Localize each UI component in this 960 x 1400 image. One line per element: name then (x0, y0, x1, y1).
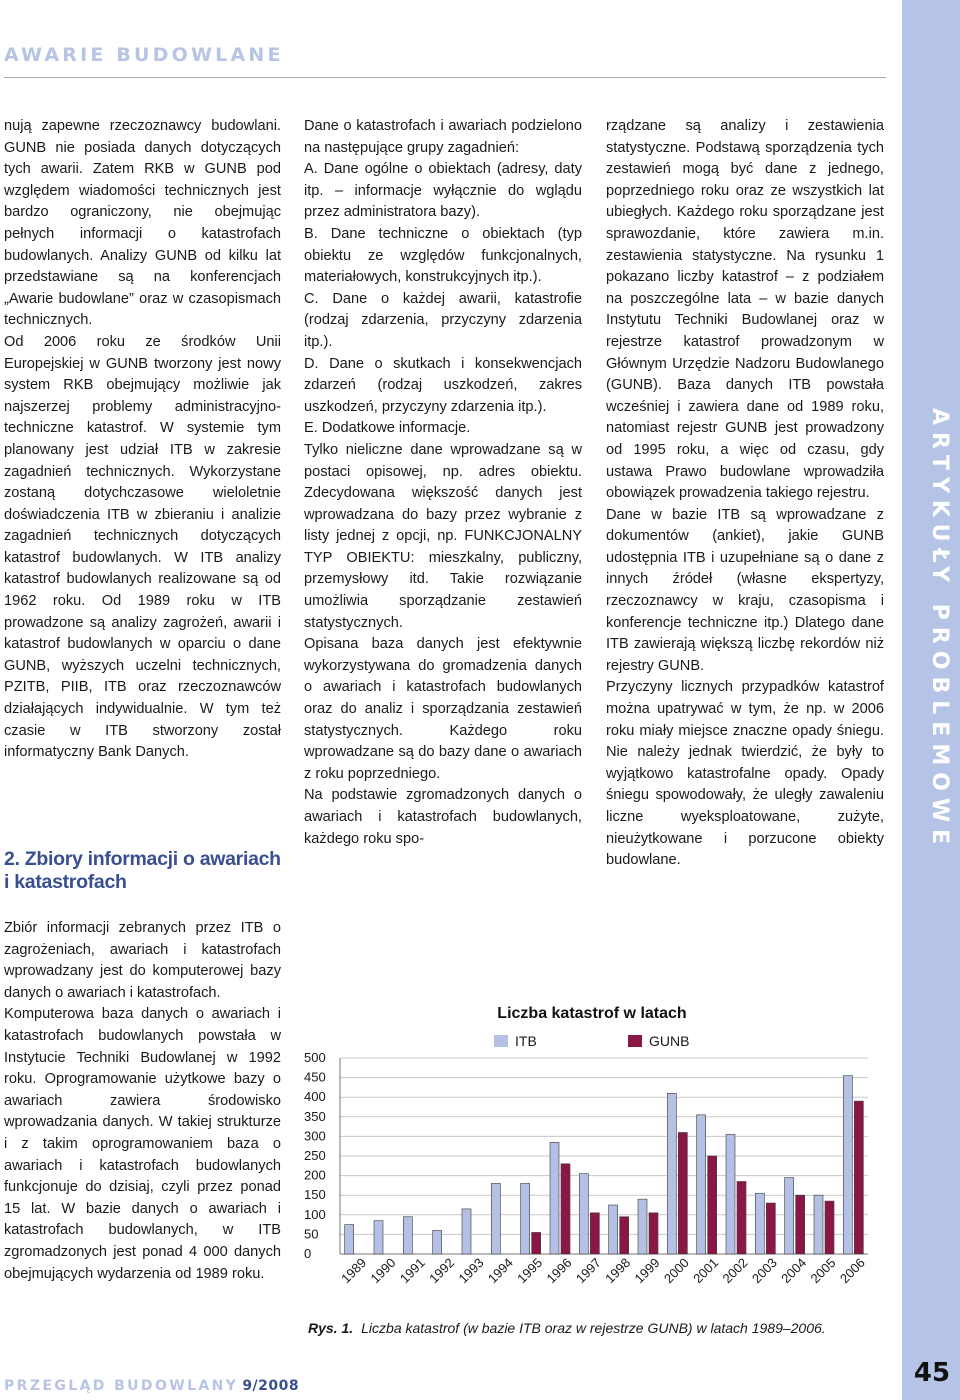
x-tick-label: 1999 (631, 1255, 663, 1287)
bar-itb-2005 (814, 1195, 823, 1254)
column-1 (4, 116, 281, 764)
column-3 (606, 116, 884, 872)
paragraph: Na podstawie zgromadzonych danych o awariach i katastrofach budowlanych, każdego roku spo- (304, 787, 582, 847)
paragraph: Opisana baza danych jest efektywnie wykorzystywana do gromadzenia danych o awariach i katastrofach budowlanych oraz do analiz i sporządzania zestawień statystycznych. Każdego roku wprowadzane są do bazy dane o awariach z roku poprzedniego. (304, 636, 582, 782)
x-tick-label: 1989 (338, 1255, 370, 1287)
x-tick-label: 1992 (426, 1255, 458, 1287)
bar-itb-1999 (638, 1199, 647, 1254)
legend-item-gunb (628, 1033, 689, 1049)
y-tick-label: 100 (304, 1206, 326, 1222)
x-tick-label: 2002 (719, 1255, 751, 1287)
paragraph: C. Dane o każdej awarii, katastrofie (rodzaj zdarzenia, przyczyny zdarzenia itp.). (304, 290, 582, 350)
column-2 (304, 116, 582, 850)
paragraph: A. Dane ogólne o obiektach (adresy, daty itp. – informacje wyłącznie do wglądu przez administratora bazy). (304, 161, 582, 221)
bar-gunb-1996 (561, 1164, 570, 1254)
paragraph: nują zapewne rzeczoznawcy budowlani. GUNB nie posiada danych dotyczących tych awarii. Zatem RKB w GUNB pod względem wiadomości technicznych jest bardzo ograniczony, nie obejmując pełnych informacji o katastrofach budowlanych. Analizy GUNB od kilku lat przedstawiane są na konferencjach „Awarie budowlane” oraz w czasopismach technicznych. (4, 118, 281, 329)
x-tick-label: 1995 (514, 1255, 546, 1287)
y-tick-label: 200 (304, 1167, 326, 1183)
x-tick-label: 2006 (836, 1255, 868, 1287)
bar-gunb-2002 (737, 1181, 746, 1254)
bar-gunb-2004 (796, 1195, 805, 1254)
legend-label-gunb: GUNB (649, 1033, 690, 1049)
x-tick-label: 1993 (455, 1255, 487, 1287)
paragraph: B. Dane techniczne o obiektach (typ obiektu ze względów funkcjonalnych, materiałowych, konstrukcyjnych itp.). (304, 225, 582, 286)
x-tick-label: 1991 (396, 1255, 428, 1287)
bar-itb-2000 (667, 1093, 676, 1254)
y-tick-label: 350 (304, 1108, 326, 1124)
paragraph: Dane o katastrofach i awariach podzielono na następujące grupy zagadnień: (304, 118, 582, 156)
bar-itb-2002 (726, 1134, 735, 1254)
x-tick-label: 1996 (543, 1255, 575, 1287)
section-label: ARTYKUŁY PROBLEMOWE (927, 408, 952, 852)
figure-caption (308, 1320, 898, 1336)
y-tick-label: 500 (304, 1050, 326, 1065)
x-tick-label: 2005 (807, 1255, 839, 1287)
y-tick-label: 150 (304, 1187, 326, 1203)
bar-itb-1994 (491, 1183, 500, 1254)
caption-text: Liczba katastrof (w bazie ITB oraz w rejestrze GUNB) w latach 1989–2006. (361, 1320, 826, 1336)
bar-gunb-2005 (825, 1201, 834, 1254)
bar-gunb-2006 (854, 1101, 863, 1254)
bar-itb-2001 (697, 1115, 706, 1254)
bar-gunb-1999 (649, 1213, 658, 1254)
x-tick-label: 1997 (572, 1255, 604, 1287)
paragraph: D. Dane o skutkach i konsekwencjach zdarzeń (rodzaj uszkodzeń, zakres uszkodzeń, przyczyny zdarzenia itp.). (304, 355, 582, 415)
x-tick-label: 2001 (690, 1255, 722, 1287)
bar-itb-1993 (462, 1209, 471, 1254)
page-number: 45 (913, 1358, 951, 1388)
y-tick-label: 0 (304, 1246, 312, 1261)
bar-itb-2006 (843, 1076, 852, 1254)
bar-itb-2004 (785, 1178, 794, 1254)
chart-title: Liczba katastrof w latach (497, 1005, 687, 1022)
y-tick-label: 450 (304, 1069, 326, 1085)
x-tick-label: 1994 (484, 1255, 516, 1287)
y-tick-label: 300 (304, 1128, 326, 1144)
x-tick-label: 1998 (602, 1255, 634, 1287)
bar-itb-1992 (433, 1230, 442, 1254)
header-divider (4, 77, 886, 78)
y-tick-label: 50 (304, 1226, 319, 1242)
bar-gunb-1997 (590, 1213, 599, 1254)
y-tick-label: 400 (304, 1089, 326, 1105)
x-tick-label: 2004 (778, 1255, 810, 1287)
bar-itb-2003 (755, 1193, 764, 1254)
section-heading: 2. Zbiory informacji o awariach i katastrofach (4, 848, 281, 893)
x-tick-label: 1990 (367, 1255, 399, 1287)
paragraph: rządzane są analizy i zestawienia statystyczne. Podstawą sporządzenia tych zestawień mogą być dane z jednego, poprzedniego roku oraz ze wszystkich lat ubiegłych. Każdego roku sporządzane jest sprawozdanie, które zawiera m.in. zestawienia statystyczne. Na rysunku 1 pokazano liczby katastrof – z podziałem na poszczególne lata – w bazie danych Instytutu Techniki Budowlanej oraz w rejestrze katastrof prowadzonym w Głównym Urzędzie Nadzoru Budowlanego (GUNB). Baza danych ITB powstała wcześniej i zawiera dane od 1989 roku, natomiast rejestr GUNB jest prowadzony od 1995 roku, a więc od czasu, gdy ustawa Prawo budowlane wprowadziła obowiązek prowadzenia takiego rejestru. (606, 118, 884, 502)
running-header: AWARIE BUDOWLANE (4, 44, 284, 66)
paragraph: E. Dodatkowe informacje. (304, 420, 471, 437)
legend-label-itb: ITB (515, 1033, 537, 1049)
journal-name: PRZEGLĄD BUDOWLANY (4, 1378, 239, 1394)
paragraph: Dane w bazie ITB są wprowadzane z dokumentów (ankiet), jakie GUNB udostępnia ITB i uzupełniane są o dane z innych źródeł (własne ekspertyzy, rzeczoznawcy w kraju, czasopisma i konferencje techniczne itp.) Dlatego dane ITB zawierają większą liczbę rekordów niż rejestry GUNB. (606, 506, 884, 674)
bar-chart (300, 1050, 880, 1318)
x-tick-label: 2003 (748, 1255, 780, 1287)
bar-gunb-1995 (532, 1232, 541, 1254)
bar-itb-1996 (550, 1142, 559, 1254)
bar-gunb-2000 (678, 1132, 687, 1254)
paragraph: Od 2006 roku ze środków Unii Europejskiej w GUNB tworzony jest nowy system RKB obejmujący możliwie jak najszerzej problemy administracyjno-techniczne katastrof. W systemie tym planowany jest udział ITB w zakresie zagadnień technicznych. Wykorzystane zostaną dotychczasowe wieloletnie doświadczenia ITB w zbieraniu i analizie zagadnień technicznych dotyczących katastrof budowlanych. W ITB analizy katastrof budowlanych realizowane są od 1962 roku. Od 1989 roku w ITB prowadzone są analizy zagrożeń, awarii i katastrof budowlanych w oparciu o dane GUNB, wyższych uczelni technicznych, PZITB, PIIB, ITB oraz rzeczoznawców działających indywidualnie. W tym też czasie w ITB stworzony został informatyczny Bank Danych. (4, 333, 281, 761)
bar-gunb-2003 (766, 1203, 775, 1254)
section-body (4, 918, 281, 1285)
caption-label: Rys. 1. (308, 1320, 354, 1336)
bar-gunb-2001 (708, 1156, 717, 1254)
paragraph: Komputerowa baza danych o awariach i katastrofach budowlanych powstała w Instytucie Techniki Budowlanej w 1992 roku. Oprogramowanie użytkowe bazy o awariach zawiera środowisko wprowadzania danych. W takiej strukturze i z takim oprogramowaniem baza o awariach i katastrofach budowlanych funkcjonuje do dzisiaj, czyli przez ponad 15 lat. W bazie danych o awariach i katastrofach budowlanych, w ITB zgromadzonych jest ponad 4 000 danych obejmujących wydarzenia od 1989 roku. (4, 1006, 281, 1282)
bar-itb-1990 (374, 1221, 383, 1254)
bar-itb-1995 (521, 1183, 530, 1254)
paragraph: Tylko nieliczne dane wprowadzane są w postaci opisowej, np. adres obiektu. Zdecydowana większość danych jest wprowadzana do bazy przez wybranie z listy jednej z opcji, np. FUNKCJONALNY TYP OBIEKTU: mieszkalny, publiczny, przemysłowy itd. Takie rozwiązanie umożliwia sporządzanie zestawień statystycznych. (304, 441, 582, 631)
journal-footer (4, 1378, 299, 1394)
bar-itb-1997 (579, 1174, 588, 1254)
x-tick-label: 2000 (660, 1255, 692, 1287)
legend-swatch-itb (494, 1035, 508, 1047)
issue-number: 9/2008 (242, 1378, 300, 1394)
bar-itb-1989 (345, 1225, 354, 1254)
bar-itb-1991 (403, 1217, 412, 1254)
paragraph: Przyczyny licznych przypadków katastrof można upatrywać w tym, że np. w 2006 roku miały miejsce znaczne opady śniegu. Nie należy jednak twierdzić, że były to wyjątkowo katastrofalne opady. Opady śniegu spowodowały, że uległy zawaleniu liczne wyeksploatowane, zużyte, nieużytkowane i porzucone obiekty budowlane. (606, 679, 884, 869)
bar-gunb-1998 (620, 1217, 629, 1254)
legend-item-itb (494, 1033, 537, 1049)
bar-itb-1998 (609, 1205, 618, 1254)
legend-swatch-gunb (628, 1035, 642, 1047)
y-tick-label: 250 (304, 1148, 326, 1163)
paragraph: Zbiór informacji zebranych przez ITB o zagrożeniach, awariach i katastrofach wprowadzany jest do komputerowej bazy danych o awariach i katastrofach. (4, 920, 281, 1001)
